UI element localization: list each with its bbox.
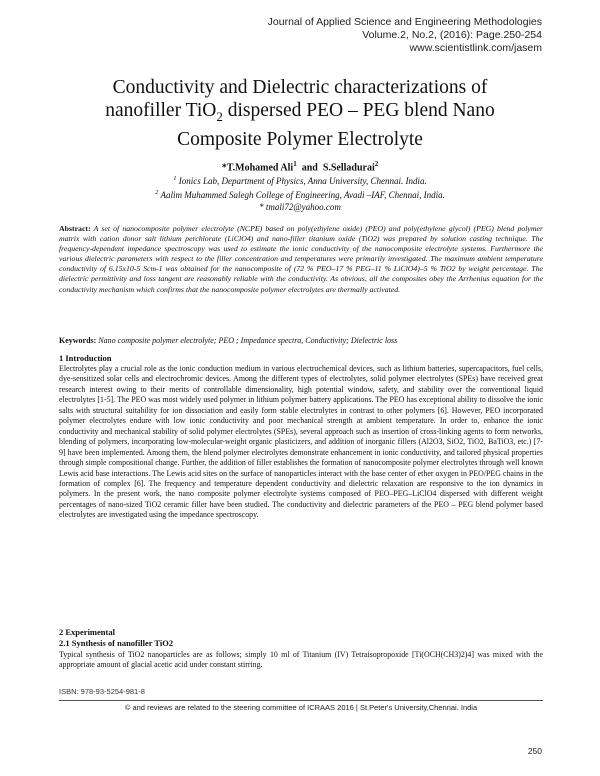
title-line-2: nanofiller TiO$_2$ dispersed PEO – PEG blend Nano	[105, 100, 495, 124]
title-line-3: Composite Polymer Electrolyte	[177, 128, 423, 150]
journal-website[interactable]: www.scientistlink.com/jasem	[409, 42, 542, 54]
section-heading-experimental: 2 Experimental	[59, 627, 115, 637]
author-1: *T.Mohamed Ali	[221, 162, 294, 174]
section-heading-introduction: 1 Introduction	[59, 353, 112, 363]
page-number: 250	[527, 746, 542, 756]
author-2: S.Selladurai	[322, 162, 375, 174]
isbn: ISBN: 978-93-5254-981-8	[59, 687, 145, 696]
affiliations	[40, 173, 560, 213]
journal-header	[268, 16, 542, 55]
introduction-text: Electrolytes play a crucial role as the ionic conduction medium in various electrochemical devices, such as lithium batteries, supercapacitors, fuel cells, dye-sensitized solar cells and electrochromic devices. Among the different types of electrolytes, solid polymer electrolytes (SPEs) have received great research interest owing to their merits of controllable dimensionality, high potential window, safety, and stability over the conventional liquid electrolytes [1-5]. The PEO was most widely used polymer in lithium polymer battery applications. The PEO has exceptional ability to dissolve the ionic salts with structural suitability for ion dissociation and easily form stable electrolytes in contrast to other polymers [6]. However, PEO incorporated polymer electrolytes endure with low ionic conductivity and poor mechanical strength at ambient temperature. In order to, enhance the ionic conductivity and mechanical stability of solid polymer electrolytes (SPEs), several approach such as insertion of cross-linking agents to form networks, blending of polymers, incorporating low-molecular-weight organic plasticizers, and addition of inorganic fillers (Al2O3, SiO2, TiO2, BaTiO3, etc.) [7- 9] have been implemented. Among them, the blend polymer electrolytes demonstrate enhancement in ionic conductivity, and tailored physical properties through simple compositional change. Further, the addition of filler establishes the formation of nanocomposite polymer electrolytes through well known Lewis acid base interactions. The Lewis acid sites on the surface of nanoparticles interact with the base center of ether oxygen in PEO/PEG chains in the formation of complex [6]. The frequency and temperature dependent conductivity and dielectric relaxation are responsive to the ion dynamics in polymers. In the present work, the nano composite polymer electrolyte systems composed of PEO–PEG–LiClO4 dispersed with different weight percentages of nano-sized TiO2 ceramic filler have been studied. The conductivity and dielectric parameters of the PEO – PEG blend polymer based electrolytes are investigated using the impedance spectroscopy.	[59, 364, 543, 520]
footer-note: © and reviews are related to the steering committee of ICRAAS 2016 | St.Peter's University,Chennai. India	[124, 703, 478, 712]
abstract-label: Abstract:	[59, 224, 91, 233]
keywords	[59, 336, 543, 345]
affiliation-1: $^1$ Ionics Lab, Department of Physics, Anna University, Chennai. India.	[173, 175, 427, 186]
author-list: *T.Mohamed Ali$^1$ and S.Selladurai$^2$	[221, 160, 379, 174]
abstract-text: A set of nanocomposite polymer electrolyte (NCPE) based on poly(ethylene oxide) (PEO) and poly(ethylene glycol) (PEG) blend polymer matrix with cation donor salt lithium perchlorate (LiClO4) and nano-filler titanium oxide (TiO2) was prepared by solution casting technique. The frequency-dependent impedance spectroscopy was used to estimate the ionic conductivity of the nanocomposite electrolyte systems. Furthermore the various dielectric parameters with respect to the filler concentration and temperatures were primarily investigated. The maximum ambient temperature conductivity of 6.15x10-5 Scm-1 was obtained for the nanocomposite of (72 % PEO–17 % PEG–11 % LiClO4)–5 % TiO2 by weight percentage. The dielectric permittivity and loss tangent are reasonably reliable with the conductivity. As obvious, all the composites obey the Arrhenius equation for the conductivity mechanism which confirms that the nanocomposite polymer electrolytes are thermally activated.	[59, 224, 543, 294]
abstract	[59, 224, 543, 295]
journal-name: Journal of Applied Science and Engineering Methodologies	[267, 16, 542, 28]
journal-volume: Volume.2, No.2, (2016): Page.250-254	[362, 29, 542, 41]
footer-divider	[59, 700, 543, 701]
keywords-text: Nano composite polymer electrolyte; PEO ; Impedance spectra, Conductivity; Dielectric loss	[98, 336, 398, 345]
author-separator: and	[301, 162, 318, 174]
affiliation-2: $^2$ Aalim Muhammed Salegh College of Engineering, Avadi –IAF, Chennai, India.	[155, 189, 445, 200]
subsection-heading-synthesis: 2.1 Synthesis of nanofiller TiO2	[59, 638, 174, 648]
title-line-1: Conductivity and Dielectric characterizations of	[112, 77, 488, 98]
paper-title	[40, 76, 560, 151]
keywords-label: Keywords:	[59, 336, 97, 345]
synthesis-text: Typical synthesis of TiO2 nanoparticles are as follows; simply 10 ml of Titanium (IV) Tetraisopropoxide [Ti(OCH(CH3)2)4] was mixed with the appropriate amount of glacial acetic acid under constant stirring.	[59, 650, 543, 670]
author-email[interactable]: * tmali72@yahoo.com	[259, 202, 341, 212]
